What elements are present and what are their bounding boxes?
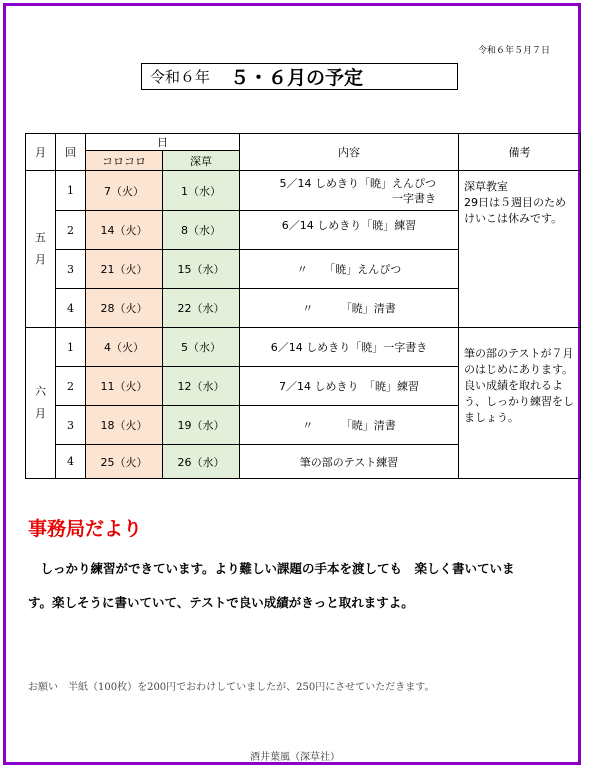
month-label: 五 月 bbox=[26, 171, 56, 328]
date-class-a: 21（火） bbox=[86, 250, 163, 289]
remarks-cell: 深草教室 29日は５週目のためけいこは休みです。 bbox=[459, 171, 581, 328]
footer-signature: 酒井葉風（深草社） bbox=[250, 752, 340, 763]
title-era: 令和６年 bbox=[150, 68, 211, 86]
page-title bbox=[141, 63, 458, 90]
date-class-a: 14（火） bbox=[86, 211, 163, 250]
content-cell: 5／14 しめきり「暁」えんぴつ 一字書き bbox=[240, 171, 459, 211]
round-number: 3 bbox=[56, 406, 86, 445]
news-body bbox=[28, 552, 573, 620]
round-number: 4 bbox=[56, 289, 86, 328]
table-row bbox=[26, 328, 581, 367]
content-cell: 〃 「暁」えんぴつ bbox=[240, 250, 459, 289]
content-cell: 〃 「暁」清書 bbox=[240, 406, 459, 445]
header-day: 日 bbox=[86, 134, 240, 151]
date-class-a: 7（火） bbox=[86, 171, 163, 211]
content-cell: 6／14 しめきり「暁」一字書き bbox=[240, 328, 459, 367]
date-class-b: 5（水） bbox=[163, 328, 240, 367]
content-cell: 7／14 しめきり 「暁」練習 bbox=[240, 367, 459, 406]
date-class-b: 22（水） bbox=[163, 289, 240, 328]
month-label: 六 月 bbox=[26, 328, 56, 479]
header-class-b: 深草 bbox=[163, 151, 240, 171]
content-cell: 筆の部のテスト練習 bbox=[240, 445, 459, 479]
round-number: 4 bbox=[56, 445, 86, 479]
header-content: 内容 bbox=[240, 134, 459, 171]
news-body-line: す。楽しそうに書いていて、テストで良い成績がきっと取れますよ。 bbox=[28, 595, 414, 610]
round-number: 1 bbox=[56, 171, 86, 211]
round-number: 2 bbox=[56, 367, 86, 406]
price-notice: お願い 半紙（100枚）を200円でおわけしていましたが、250円にさせていただきます。 bbox=[28, 682, 435, 693]
date-class-a: 4（火） bbox=[86, 328, 163, 367]
date-class-b: 19（水） bbox=[163, 406, 240, 445]
date-class-a: 28（火） bbox=[86, 289, 163, 328]
issue-date: 令和６年５月７日 bbox=[478, 46, 551, 56]
content-cell: 〃 「暁」清書 bbox=[240, 289, 459, 328]
title-main: ５・６月の予定 bbox=[230, 67, 364, 89]
date-class-a: 11（火） bbox=[86, 367, 163, 406]
content-cell: 6／14 しめきり「暁」練習 bbox=[240, 211, 459, 250]
header-month: 月 bbox=[26, 134, 56, 171]
date-class-b: 26（水） bbox=[163, 445, 240, 479]
date-class-a: 25（火） bbox=[86, 445, 163, 479]
date-class-a: 18（火） bbox=[86, 406, 163, 445]
round-number: 2 bbox=[56, 211, 86, 250]
date-class-b: 8（水） bbox=[163, 211, 240, 250]
date-class-b: 1（水） bbox=[163, 171, 240, 211]
table-row bbox=[26, 171, 581, 211]
date-class-b: 15（水） bbox=[163, 250, 240, 289]
date-class-b: 12（水） bbox=[163, 367, 240, 406]
remarks-cell: 筆の部のテストが７月のはじめにあります。良い成績を取れるよう、しっかり練習をしましょう。 bbox=[459, 328, 581, 479]
news-body-line: しっかり練習ができています。より難しい課題の手本を渡しても 楽しく書いていま bbox=[28, 561, 515, 576]
round-number: 3 bbox=[56, 250, 86, 289]
header-remarks: 備考 bbox=[459, 134, 581, 171]
round-number: 1 bbox=[56, 328, 86, 367]
header-class-a: コロコロ bbox=[86, 151, 163, 171]
header-round: 回 bbox=[56, 134, 86, 171]
schedule-table bbox=[25, 133, 581, 479]
news-heading: 事務局だより bbox=[28, 518, 143, 540]
